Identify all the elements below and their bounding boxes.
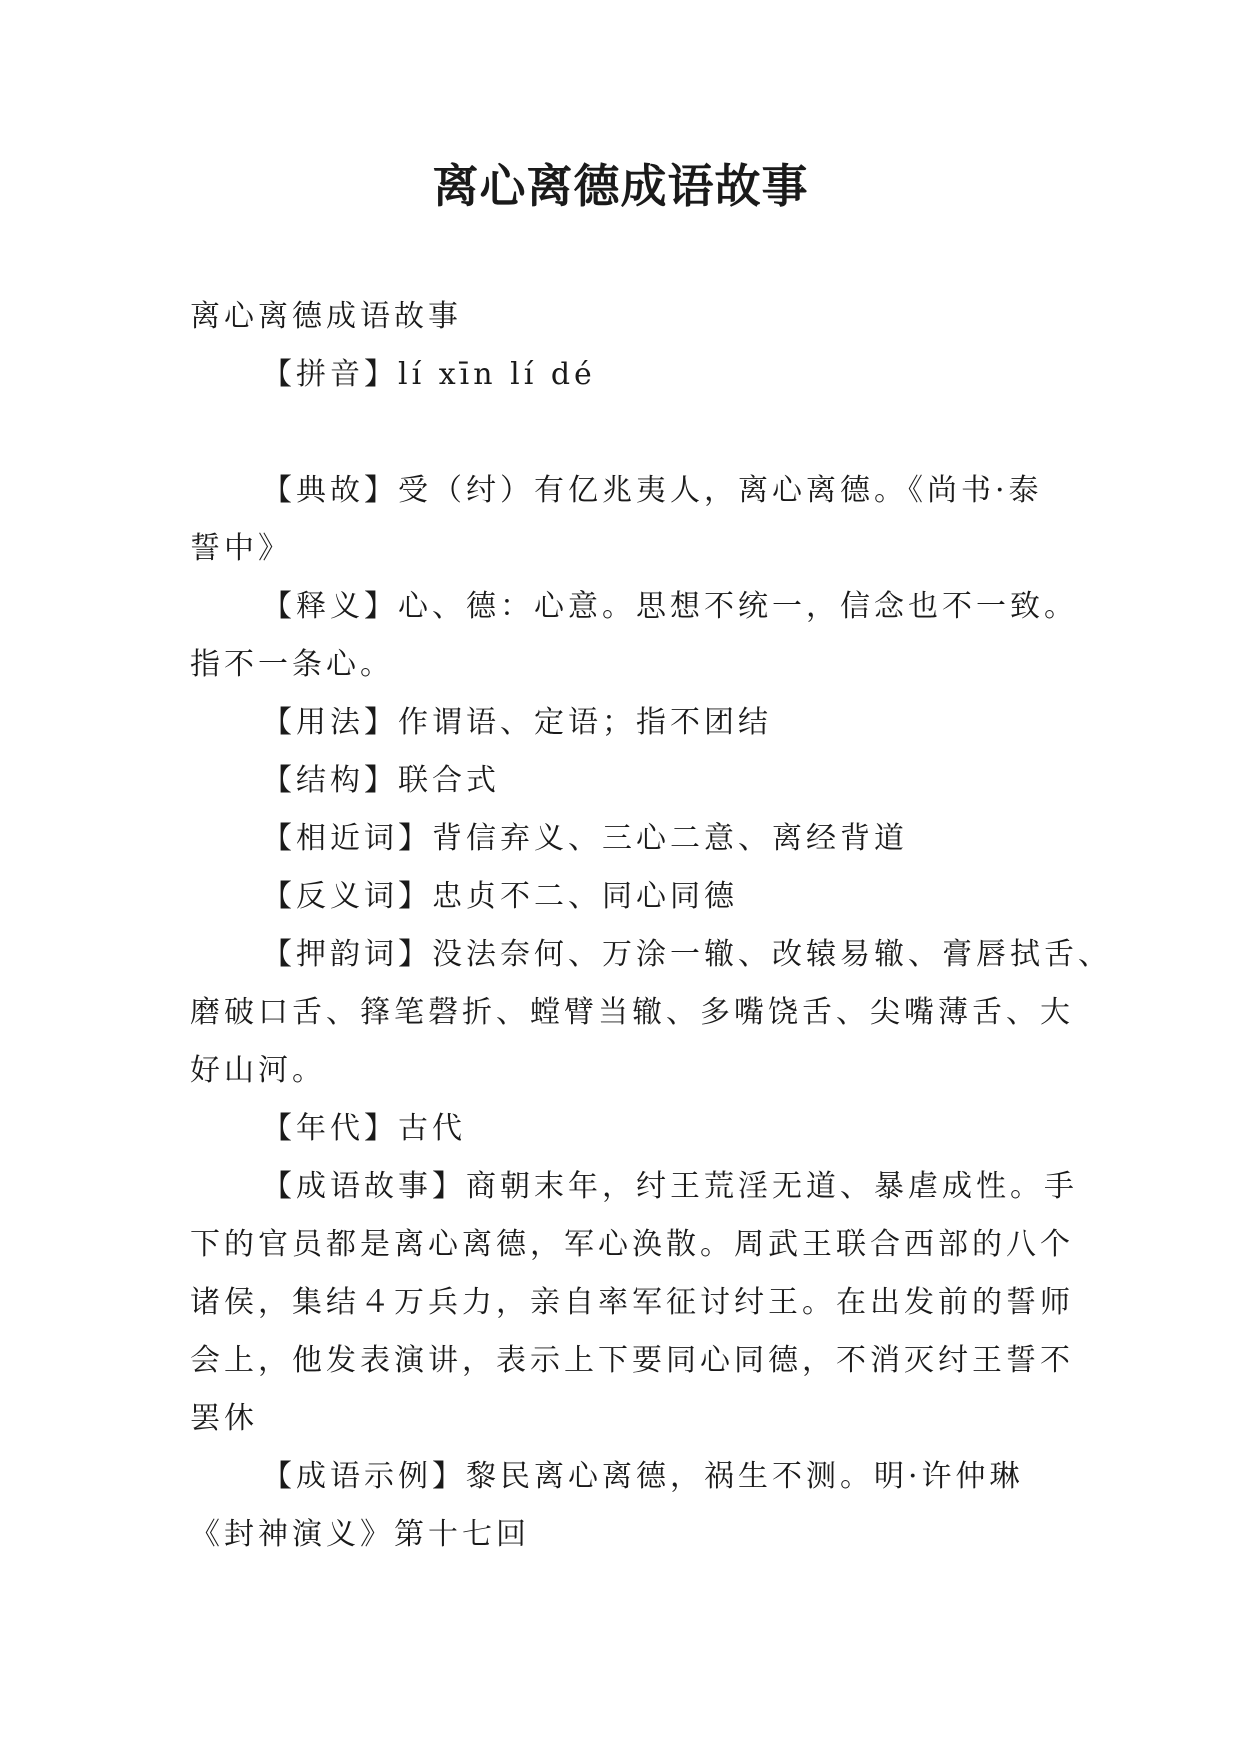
rhyme-words-line-cont: 磨破口舌、箨笔磬折、螳臂当辙、多嘴饶舌、尖嘴薄舌、大 [190, 995, 1074, 1030]
story-line-cont: 下的官员都是离心离德，军心涣散。周武王联合西部的八个 [190, 1227, 1074, 1262]
example-line-cont: 《封神演义》第十七回 [190, 1517, 530, 1552]
story-line-cont: 罢休 [190, 1401, 258, 1436]
usage-line: 【用法】作谓语、定语；指不团结 [262, 705, 772, 740]
allusion-line-cont: 誓中》 [190, 531, 292, 566]
blank-line [190, 404, 1070, 462]
meaning-line: 【释义】心、德：心意。思想不统一，信念也不一致。 [262, 589, 1078, 624]
story-line: 【成语故事】商朝末年，纣王荒淫无道、暴虐成性。手 [262, 1169, 1078, 1204]
meaning-line-cont: 指不一条心。 [190, 647, 394, 682]
story-line-cont: 会上，他发表演讲，表示上下要同心同德，不消灭纣王誓不 [190, 1343, 1074, 1378]
synonyms-line: 【相近词】背信弃义、三心二意、离经背道 [262, 821, 908, 856]
document-title: 离心离德成语故事 [432, 159, 809, 213]
allusion-line: 【典故】受（纣）有亿兆夷人，离心离德。《尚书·泰 [262, 473, 1043, 508]
pinyin-line: 【拼音】lí xīn lí dé [262, 357, 596, 392]
rhyme-words-line-cont: 好山河。 [190, 1053, 326, 1088]
era-line: 【年代】古代 [262, 1111, 466, 1146]
example-line: 【成语示例】黎民离心离德，祸生不测。明·许仲琳 [262, 1459, 1024, 1494]
antonyms-line: 【反义词】忠贞不二、同心同德 [262, 879, 738, 914]
rhyme-words-line: 【押韵词】没法奈何、万涂一辙、改辕易辙、膏唇拭舌、 [262, 937, 1112, 972]
story-line-cont: 诸侯，集结４万兵力，亲自率军征讨纣王。在出发前的誓师 [190, 1285, 1074, 1320]
document-body [190, 288, 1112, 1564]
structure-line: 【结构】联合式 [262, 763, 500, 798]
subtitle-line: 离心离德成语故事 [190, 299, 462, 334]
